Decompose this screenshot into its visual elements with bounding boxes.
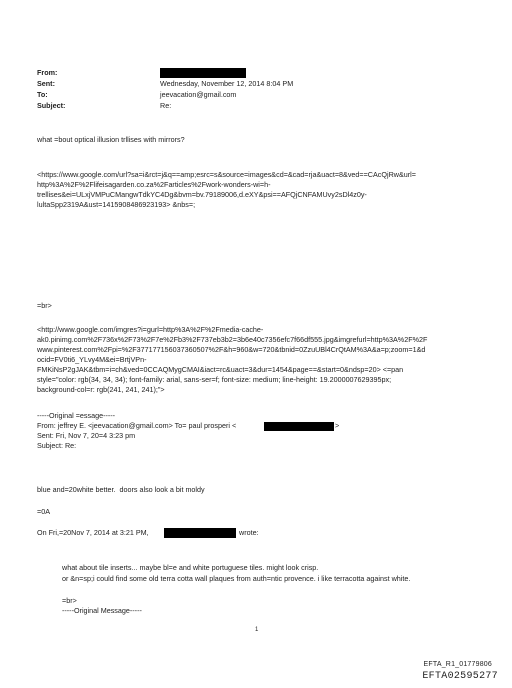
- link-line: http%3A%2F%2Flifeisagarden.co.za%2Farticles%2Fwork-wonders-wi=h-: [37, 180, 271, 189]
- sent-label: Sent:: [37, 79, 55, 88]
- bates-number-primary: EFTA_R1_01779806: [423, 661, 492, 668]
- original-subject-line: Subject: Re:: [37, 441, 77, 450]
- quoted-divider: -----Original Message-----: [62, 606, 142, 615]
- body-question: what =bout optical illusion trllises with mirrors?: [37, 135, 185, 144]
- link-line: background-col=r: rgb(241, 241, 241);">: [37, 385, 165, 394]
- from-label: From:: [37, 68, 58, 77]
- link-line: trellises&ei=ULxjVMPuCMangwTdkYC4Dg&bvm=bv.79189006,d.eXY&psi==AFQjCNFAMUvy2sDl4z0y-: [37, 190, 367, 199]
- link-line: ak0.pinimg.com%2F736x%2F73%2F7e%2Fb3%2F737eb3b2=3b6e40c7356efc7f66df555.jpg&imgrefurl=http%3A%2F%2F: [37, 335, 428, 344]
- link-line: lultaSpp2319A&ust=1415908486923193> &nbs=;: [37, 200, 196, 209]
- original-sent-line: Sent: Fri, Nov 7, 20=4 3:23 pm: [37, 431, 136, 440]
- br-line: =br>: [37, 301, 52, 310]
- link-line: style="color: rgb(34, 34, 34); font-family: arial, sans-ser=f; font-size: medium; line-height: 19.2000007629395px;: [37, 375, 392, 384]
- reply-text: blue and=20white better. doors also look a bit moldy: [37, 485, 205, 494]
- subject-value: Re:: [160, 101, 172, 110]
- encoded-line: =0A: [37, 507, 50, 516]
- bates-number-secondary: EFTA02595277: [422, 671, 498, 682]
- quoted-line: what about tile inserts... maybe bl=e and white portuguese tiles. might look crisp.: [62, 563, 319, 572]
- page-number: 1: [255, 627, 259, 633]
- link-line: ocid=FV0ti6_YLvy4M&ei=BrtjVPn-: [37, 355, 147, 364]
- original-message-divider: -----Original =essage-----: [37, 411, 116, 420]
- redacted-block: [160, 68, 246, 78]
- link-line: <http://www.google.com/imgres?i=gurl=http%3A%2F%2Fmedia-cache-: [37, 325, 264, 334]
- quoted-line: or &n=sp;i could find some old terra cotta wall plaques from auth=ntic provence. i like terracotta against white.: [62, 574, 411, 583]
- original-from-line: From: jeffrey E. <jeevacation@gmail.com> To= paul prosperi <: [37, 421, 237, 430]
- link-line: FMKiNsP2gJAK&tbm=i=ch&ved=0CCAQMygCMAI&iact=rc&uact=3&dur=1454&page==&start=0&ndsp=20> <=pan: [37, 365, 404, 374]
- sent-value: Wednesday, November 12, 2014 8:04 PM: [160, 79, 294, 88]
- wrote-prefix: On Fri,=20Nov 7, 2014 at 3:21 PM,: [37, 528, 149, 537]
- wrote-suffix: wrote:: [239, 528, 259, 537]
- quoted-line: =br>: [62, 596, 77, 605]
- link-line: www.pinterest.com%2Fpi=%2F377177156037360507%2F&h=960&w=720&tbnid=0ZzuUBl4CrQtAM%3A&a=p;zoom=1&d: [37, 345, 426, 354]
- subject-label: Subject:: [37, 101, 66, 110]
- redacted-block: [164, 528, 236, 538]
- to-value: jeevacation@gmail.com: [160, 90, 237, 99]
- link-line: <https://www.google.com/url?sa=i&rct=j&q==amp;esrc=s&source=images&cd=&cad=rja&uact=8&ved==CAcQjRw&url=: [37, 170, 416, 179]
- to-label: To:: [37, 90, 48, 99]
- original-from-close: >: [335, 421, 340, 430]
- redacted-block: [264, 422, 334, 431]
